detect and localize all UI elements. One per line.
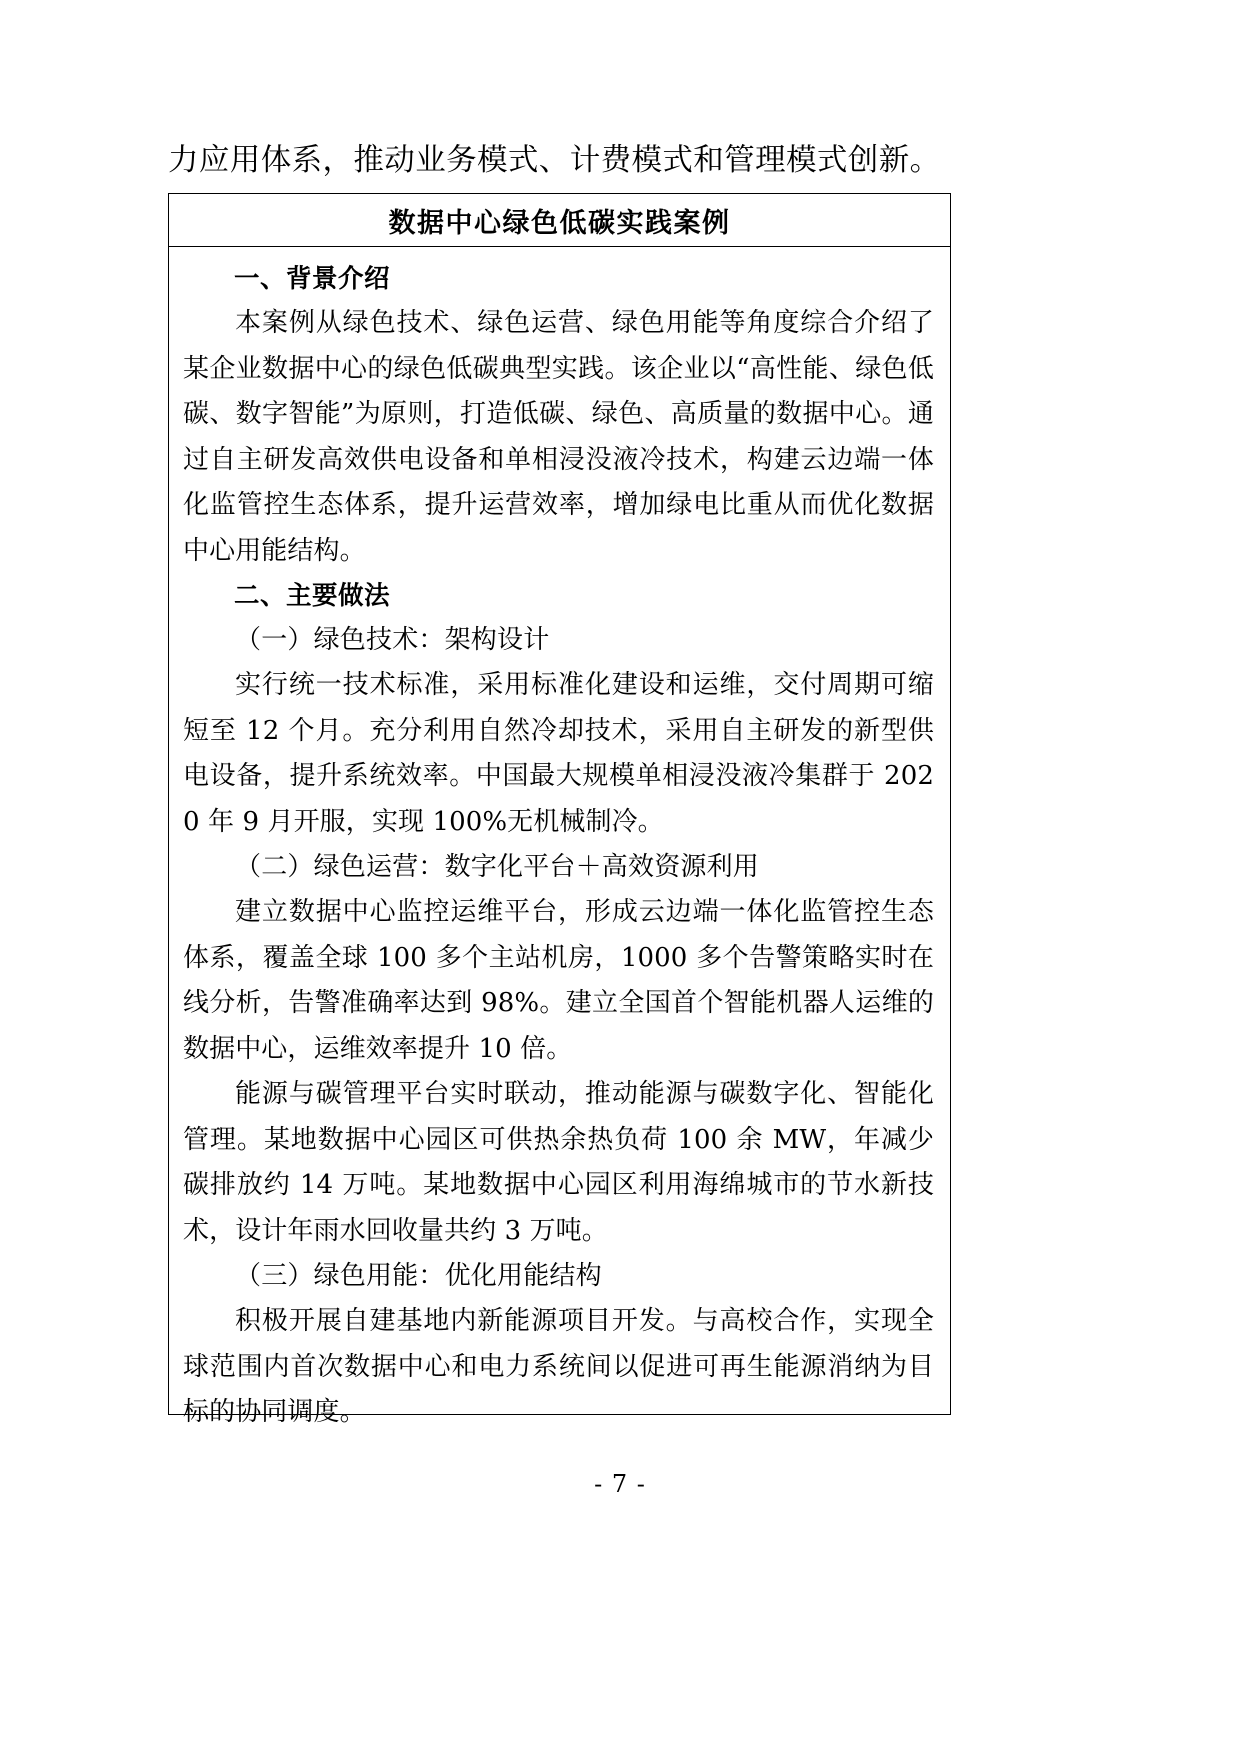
continued-paragraph: 力应用体系，推动业务模式、计费模式和管理模式创新。 — [168, 143, 941, 178]
section-heading-background: 一、背景介绍 — [234, 264, 391, 294]
section-background-paragraph: 本案例从绿色技术、绿色运营、绿色用能等角度综合介绍了某企业数据中心的绿色低碳典型实践。该企业以“高性能、绿色低碳、数字智能”为原则，打造低碳、绿色、高质量的数据中心。通过自主研发高效供电设备和单相浸没液冷技术，构建云边端一体化监管控生态体系，提升运营效率，增加绿电比重从而优化数据中心用能结构。 — [183, 308, 934, 566]
case-study-body — [169, 247, 950, 1436]
subsection-green-energy-paragraph: 积极开展自建基地内新能源项目开发。与高校合作，实现全球范围内首次数据中心和电力系统间以促进可再生能源消纳为目标的协同调度。 — [183, 1306, 934, 1427]
page-number: - 7 - — [594, 1470, 646, 1498]
subsection-heading-green-technology: （一）绿色技术：架构设计 — [235, 625, 550, 655]
case-study-title: 数据中心绿色低碳实践案例 — [169, 194, 950, 247]
subsection-green-operations-paragraph-2: 能源与碳管理平台实时联动，推动能源与碳数字化、智能化管理。某地数据中心园区可供热余热负荷 100 余 MW，年减少碳排放约 14 万吨。某地数据中心园区利用海绵城市的节水新技术，设计年雨水回收量共约 3 万吨。 — [183, 1079, 934, 1246]
subsection-heading-green-energy: （三）绿色用能：优化用能结构 — [235, 1261, 602, 1291]
subsection-green-operations-paragraph-1: 建立数据中心监控运维平台，形成云边端一体化监管控生态体系，覆盖全球 100 多个主站机房，1000 多个告警策略实时在线分析，告警准确率达到 98%。建立全国首个智能机器人运维的数据中心，运维效率提升 10 倍。 — [183, 897, 934, 1064]
subsection-green-technology-paragraph: 实行统一技术标准，采用标准化建设和运维，交付周期可缩短至 12 个月。充分利用自然冷却技术，采用自主研发的新型供电设备，提升系统效率。中国最大规模单相浸没液冷集群于 2020 年 9 月开服，实现 100%无机械制冷。 — [183, 670, 934, 837]
section-heading-main-practices: 二、主要做法 — [234, 581, 391, 611]
subsection-heading-green-operations: （二）绿色运营：数字化平台＋高效资源利用 — [235, 852, 760, 882]
case-study-box — [168, 193, 951, 1427]
